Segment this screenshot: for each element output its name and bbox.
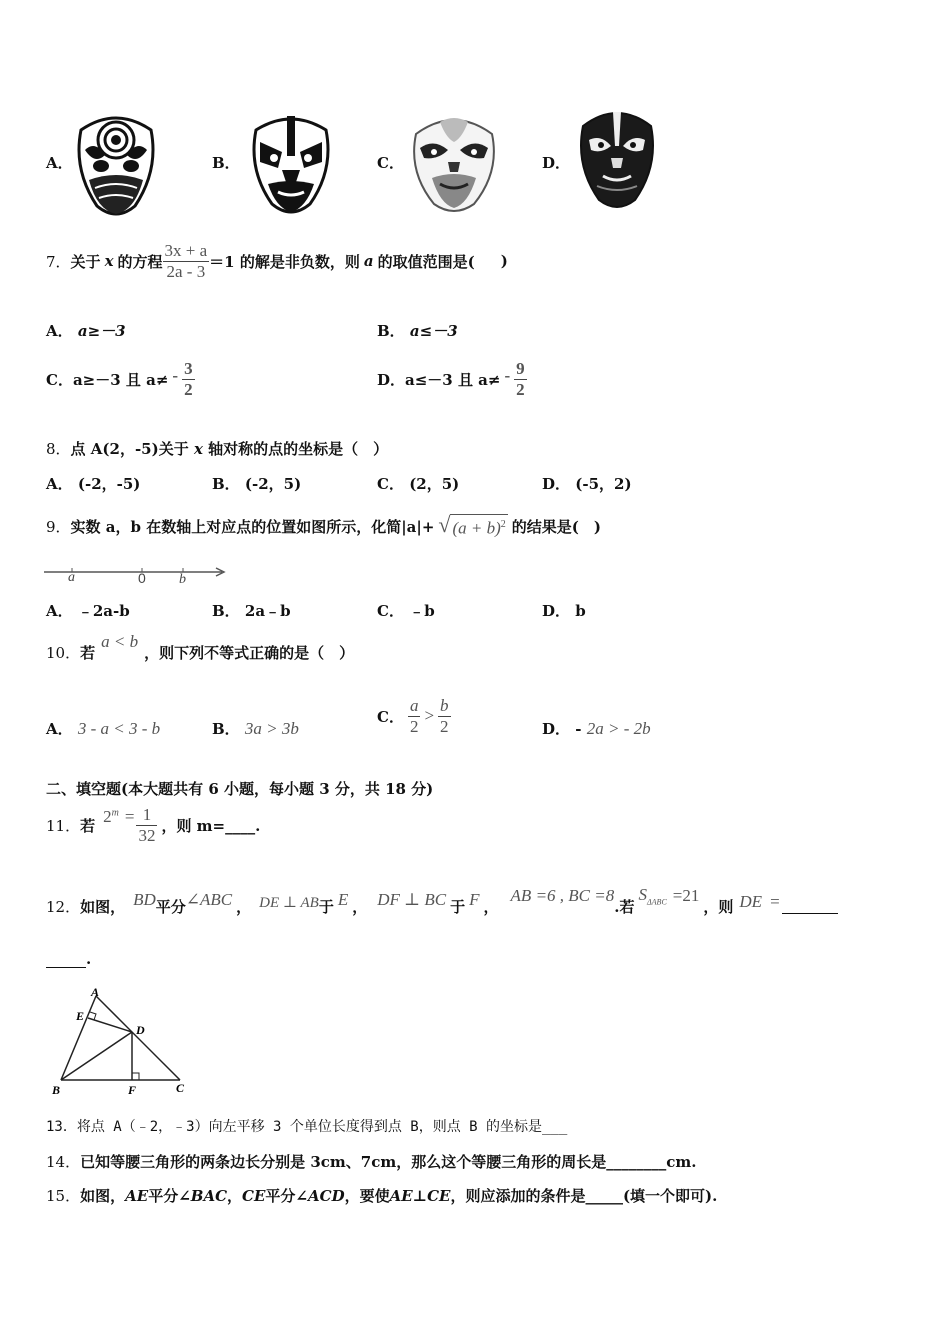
q9-sqrt-exp: 2 xyxy=(500,518,506,530)
q12-text-6: ，则 xyxy=(703,897,734,916)
q9-number: 9． xyxy=(46,517,71,536)
q7-option-d-fraction xyxy=(514,359,527,399)
q11-base: 2 xyxy=(103,807,112,826)
q11-frac-den: 32 xyxy=(138,825,156,845)
mask-a-image xyxy=(75,110,157,220)
q15-ce: CE xyxy=(242,1187,266,1205)
q8-text-2: 轴对称的点的坐标是（ ） xyxy=(208,440,389,458)
q15-comma: ， xyxy=(227,1187,243,1205)
q7-fraction xyxy=(163,241,210,281)
q12-equals: = xyxy=(770,892,780,911)
q12-f: F xyxy=(469,890,480,909)
q7-text-1: 关于 xyxy=(70,252,101,271)
q9-option-a-label: A． xyxy=(46,602,73,620)
vertex-label-b: B xyxy=(52,1083,61,1096)
q9-text: 实数 a，b 在数轴上对应点的位置如图所示，化简|a|+ xyxy=(70,517,435,536)
q8-number: 8． xyxy=(46,440,71,458)
q7-option-c-den: 2 xyxy=(184,379,193,399)
q14-number: 14． xyxy=(46,1153,81,1171)
q9-option-d-value: b xyxy=(575,602,586,620)
q7-option-c-fraction xyxy=(182,359,195,399)
q12-triangle-figure xyxy=(48,984,194,1100)
q7-var-x: x xyxy=(104,252,114,270)
question-7 xyxy=(46,236,508,286)
q7-option-a-label: A． xyxy=(46,322,73,340)
q8-option-d-label: D． xyxy=(542,475,571,493)
question-11 xyxy=(46,800,260,850)
q9-option-b-label: B． xyxy=(212,602,240,620)
q7-text-2: 的方程 xyxy=(117,252,163,271)
q7-option-b-label: B． xyxy=(377,322,405,340)
q11-frac-num: 1 xyxy=(136,805,157,826)
q10-text-2: ，则下列不等式正确的是（ ） xyxy=(144,643,355,662)
q10-option-c-num-2: b xyxy=(440,695,449,715)
q12-de-ab: DE ⊥ AB xyxy=(259,894,319,911)
q11-power xyxy=(103,807,119,827)
q8-option-a-label: A． xyxy=(46,475,73,493)
q9-option-a xyxy=(46,600,130,621)
q15-number: 15． xyxy=(46,1187,81,1205)
q9-option-b-value: 2a﹣b xyxy=(244,602,291,620)
q12-s-subscript: ΔABC xyxy=(646,897,667,907)
q8-option-a xyxy=(46,473,140,494)
q12-comma-2: ， xyxy=(352,897,368,916)
q10-option-b-label: B． xyxy=(212,720,240,738)
q10-option-d-value: 2a > - 2b xyxy=(586,719,651,738)
q7-text-4: 的取值范围是( xyxy=(377,252,475,271)
q12-number: 12． xyxy=(46,897,81,916)
q15-acd: ACD xyxy=(308,1187,345,1205)
q9-option-b xyxy=(212,600,291,621)
q12-continuation xyxy=(46,950,91,968)
q10-option-a-value: 3 - a < 3 - b xyxy=(77,719,161,738)
axis-label-zero: 0 xyxy=(138,570,146,586)
q12-e: E xyxy=(337,890,349,909)
q14-text: 已知等腰三角形的两条边长分别是 3cm、7cm，那么这个等腰三角形的周长是________cm. xyxy=(80,1153,697,1171)
q10-option-c-label: C． xyxy=(377,707,404,726)
q9-option-d xyxy=(542,600,586,621)
q11-number: 11． xyxy=(46,816,81,835)
vertex-label-c: C xyxy=(176,1081,185,1095)
q12-given: AB =6 , BC =8 xyxy=(510,886,615,905)
q8-var-x: x xyxy=(193,440,203,458)
q10-option-b-value: 3a > 3b xyxy=(244,719,299,738)
q10-option-a xyxy=(46,718,160,739)
q12-s: S xyxy=(638,885,647,905)
q11-exp: m xyxy=(111,807,119,819)
mask-c-image xyxy=(410,112,498,216)
axis-label-b: b xyxy=(179,572,186,586)
vertex-label-e: E xyxy=(76,1009,85,1023)
q9-option-c xyxy=(377,600,435,621)
q8-text: 点 A(2，-5)关于 xyxy=(70,440,189,458)
q12-text-2: 平分 xyxy=(155,897,186,916)
q15-text-5: ，则应添加的条件是_____(填一个即可). xyxy=(450,1187,718,1205)
q7-var-a: a xyxy=(363,252,374,270)
q8-option-b-label: B． xyxy=(212,475,240,493)
mask-d-image xyxy=(577,106,657,212)
vertex-label-f: F xyxy=(128,1083,137,1096)
q7-option-c xyxy=(46,356,195,402)
q8-option-d xyxy=(542,473,632,494)
q7-option-d-value: a≤－3 且 a≠ xyxy=(405,370,501,389)
q9-text-2: 的结果是( ) xyxy=(511,517,601,536)
q7-fraction-denominator: 2a - 3 xyxy=(166,261,206,281)
q12-abc: ∠ABC xyxy=(185,890,233,909)
q7-option-c-value: a≥－3 且 a≠ xyxy=(72,370,169,389)
q12-de: DE xyxy=(739,892,763,911)
q12-df-bc: DF ⊥ BC xyxy=(377,890,447,909)
q12-text-4: 于 xyxy=(450,897,466,916)
q10-condition: a < b xyxy=(101,632,139,651)
q10-option-c-operator: > xyxy=(424,706,435,725)
q15-text-1: 如图， xyxy=(80,1187,126,1205)
q12-tail: . xyxy=(86,950,92,968)
q6-option-c-label: C． xyxy=(377,154,404,172)
q9-option-c-label: C． xyxy=(377,602,404,620)
mask-b-image xyxy=(248,112,334,218)
q12-text-5: .若 xyxy=(614,897,635,916)
vertex-label-a: A xyxy=(91,985,100,999)
section-2-title: 二、填空题(本大题共有 6 小题，每小题 3 分，共 18 分) xyxy=(46,780,434,798)
q10-option-c-den-2: 2 xyxy=(440,716,449,736)
question-10 xyxy=(46,632,354,672)
q11-fraction xyxy=(136,805,157,845)
sqrt-icon: √ xyxy=(438,511,451,537)
question-15 xyxy=(46,1185,717,1206)
q7-option-a-value: a≥－3 xyxy=(77,322,126,340)
q12-area xyxy=(638,885,666,906)
q8-option-d-value: (-5，2) xyxy=(575,475,632,493)
q7-number: 7． xyxy=(46,252,71,271)
q12-answer-blank[interactable] xyxy=(782,899,838,914)
q11-text-1: 若 xyxy=(80,816,96,835)
q10-option-c-frac-1 xyxy=(408,696,421,736)
question-8 xyxy=(46,438,388,459)
q8-option-b-value: (-2，5) xyxy=(244,475,302,493)
q15-text-4: ，要使 xyxy=(344,1187,390,1205)
q9-number-line xyxy=(44,560,230,590)
q9-sqrt-expr: (a + b) xyxy=(452,518,501,538)
q12-answer-blank-cont[interactable] xyxy=(46,953,86,968)
q7-text-3: ＝1 的解是非负数，则 xyxy=(209,252,360,271)
q9-sqrt xyxy=(438,511,507,539)
q9-option-c-value: ﹣b xyxy=(409,602,435,620)
q11-equals: = xyxy=(124,807,135,826)
q10-option-c-num-1: a xyxy=(409,695,419,715)
q7-fraction-numerator: 3x + a xyxy=(164,240,208,260)
q13-text: 将点 A（﹣2，﹣3）向左平移 3 个单位长度得到点 B，则点 B 的坐标是___ xyxy=(76,1119,568,1135)
question-14 xyxy=(46,1151,696,1172)
q12-bd: BD xyxy=(133,890,156,909)
question-13 xyxy=(46,1116,567,1136)
q7-option-b-value: a≤－3 xyxy=(409,322,458,340)
q9-sqrt-radicand xyxy=(450,514,507,539)
segment-ac xyxy=(96,996,180,1080)
q12-text-3: 于 xyxy=(318,897,334,916)
q10-text-1: 若 xyxy=(80,643,96,662)
q6-option-d-label: D． xyxy=(542,154,571,172)
q6-option-a-label: A． xyxy=(46,154,73,172)
q12-text-1: 如图， xyxy=(80,897,126,916)
axis-label-a: a xyxy=(68,570,75,585)
q10-option-d-label: D． xyxy=(542,720,571,738)
q12-comma-1: ， xyxy=(236,897,252,916)
q10-option-d-sign: - xyxy=(575,720,582,738)
q7-option-c-sign: - xyxy=(172,366,179,385)
q7-option-b xyxy=(377,320,458,341)
q8-option-a-value: (-2，-5) xyxy=(77,475,141,493)
q10-number: 10． xyxy=(46,643,81,662)
q8-option-b xyxy=(212,473,301,494)
q7-option-d-label: D． xyxy=(377,370,406,389)
q7-option-d-num: 9 xyxy=(516,358,525,378)
q12-s-value: =21 xyxy=(672,886,700,905)
q8-option-c xyxy=(377,473,459,494)
question-9 xyxy=(46,506,601,546)
q7-option-d-sign: - xyxy=(504,366,511,385)
q10-option-c-den-1: 2 xyxy=(409,716,419,736)
q8-option-c-label: C． xyxy=(377,475,404,493)
right-angle-f-icon xyxy=(132,1073,139,1080)
q7-option-d xyxy=(377,356,527,402)
q15-bac: BAC xyxy=(190,1187,228,1205)
q11-text-2: ，则 m=____. xyxy=(161,816,261,835)
q15-text-3: 平分∠ xyxy=(265,1187,308,1205)
q10-option-a-label: A． xyxy=(46,720,73,738)
q6-option-b-label: B． xyxy=(212,154,240,172)
q13-number: 13． xyxy=(46,1119,77,1135)
vertex-label-d: D xyxy=(136,1023,145,1037)
q10-option-b xyxy=(212,718,299,739)
q9-option-d-label: D． xyxy=(542,602,571,620)
q7-option-d-den: 2 xyxy=(516,379,525,399)
q12-comma-3: ， xyxy=(483,897,499,916)
q15-ae: AE xyxy=(125,1187,149,1205)
q10-option-c xyxy=(377,692,451,740)
q15-text-2: 平分∠ xyxy=(148,1187,191,1205)
q7-option-c-num: 3 xyxy=(184,358,193,378)
q9-option-a-value: ﹣2a-b xyxy=(77,602,130,620)
q10-option-d xyxy=(542,718,651,739)
q7-text-5: ) xyxy=(500,252,508,270)
question-12 xyxy=(46,884,838,928)
q10-option-c-frac-2 xyxy=(438,696,451,736)
q7-option-a xyxy=(46,320,126,341)
q8-option-c-value: (2，5) xyxy=(409,475,460,493)
q15-ae-ce: AE⊥CE xyxy=(389,1187,451,1205)
q7-option-c-label: C． xyxy=(46,370,73,389)
